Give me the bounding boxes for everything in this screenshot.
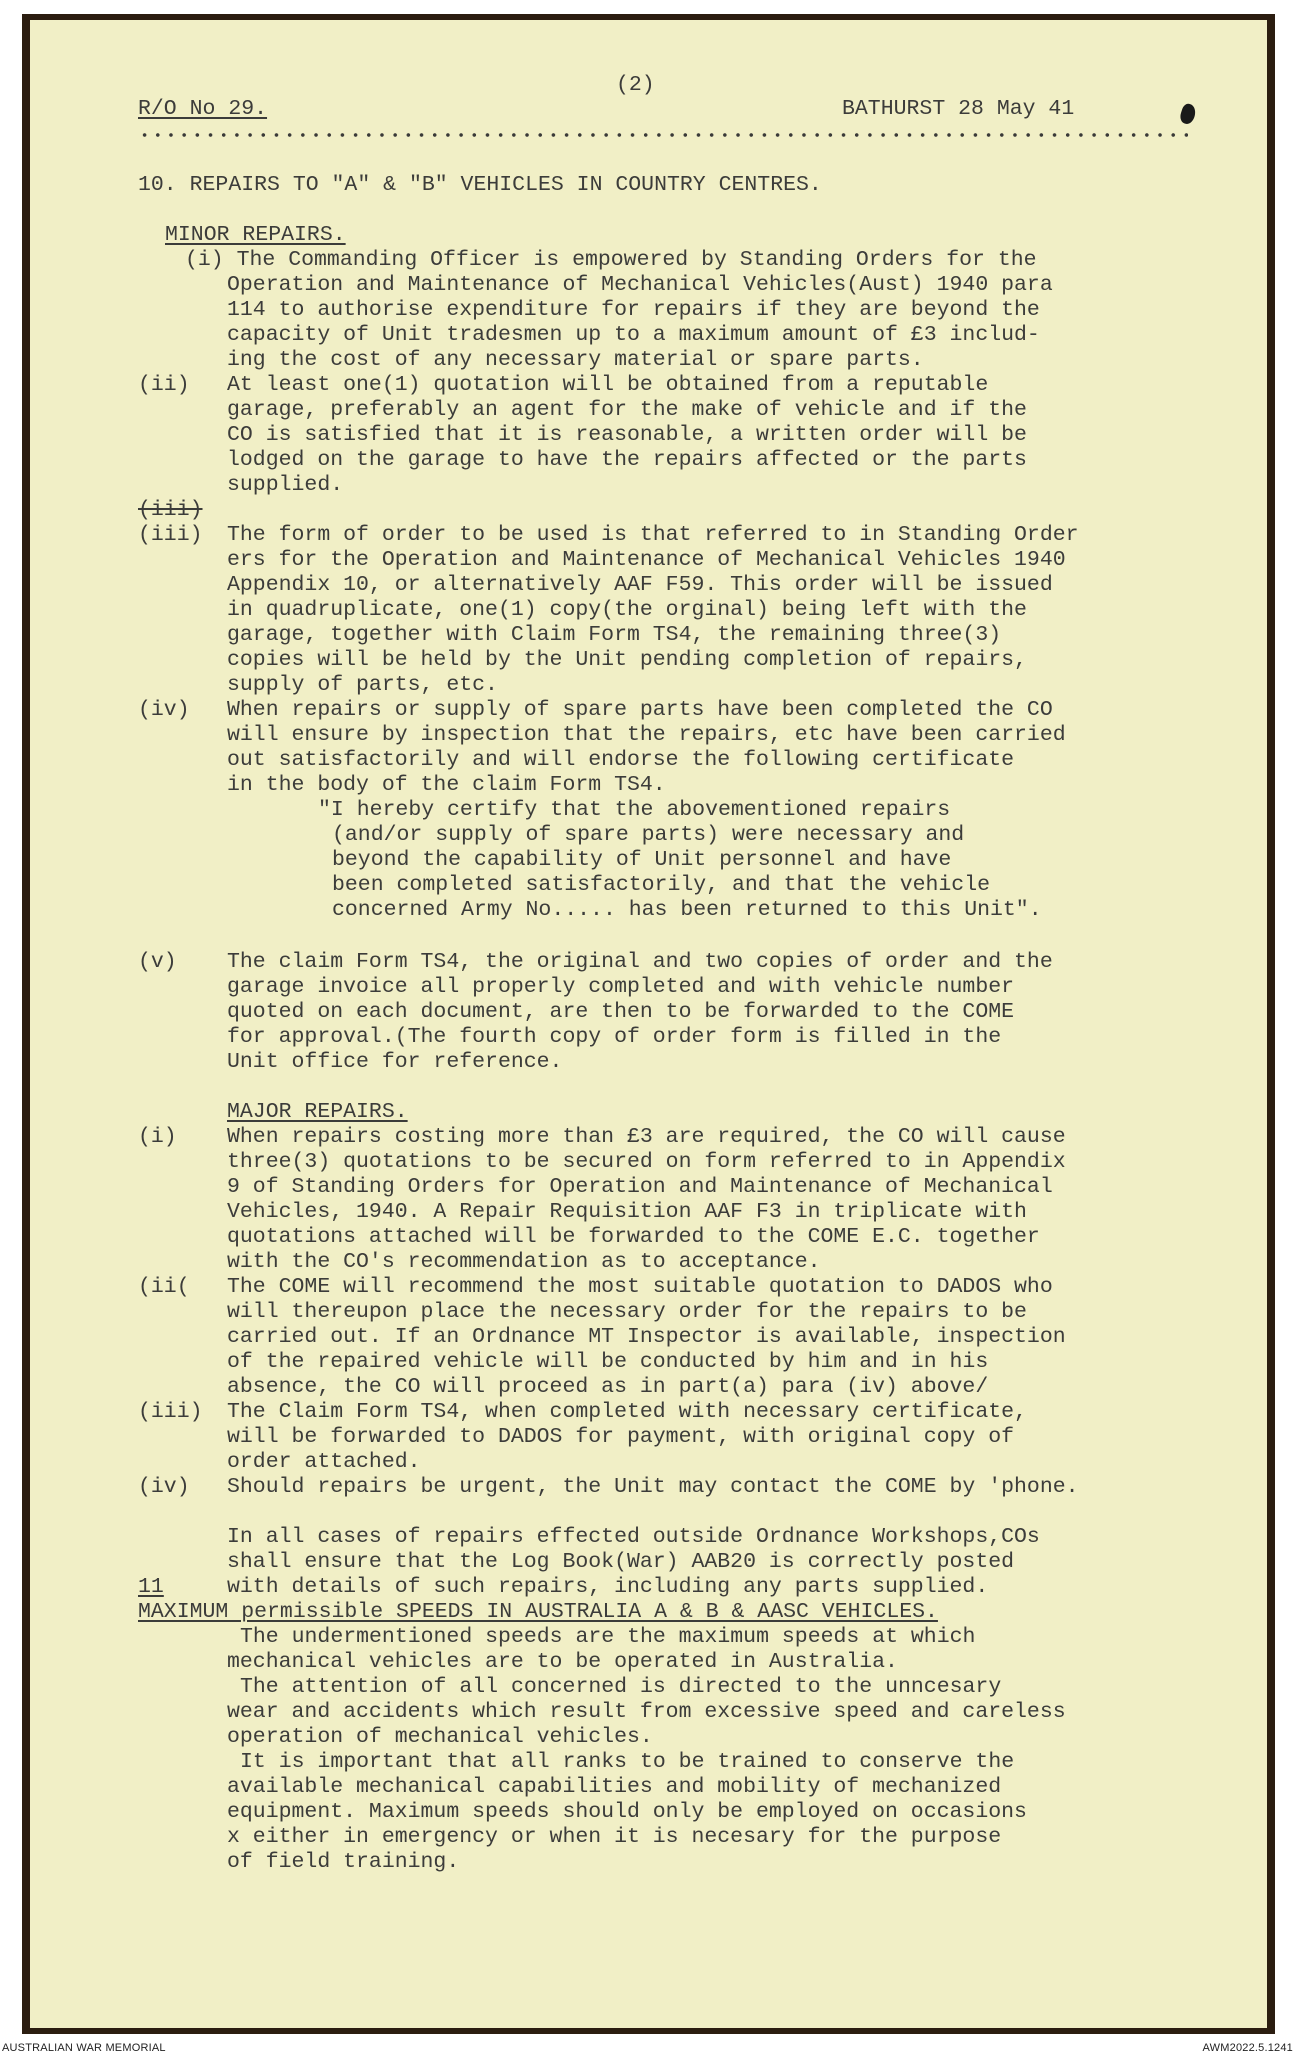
- text-line: The undermentioned speeds are the maximum speeds at which: [240, 1625, 976, 1649]
- minor-repairs-heading: MINOR REPAIRS.: [165, 223, 346, 247]
- text-line: Vehicles, 1940. A Repair Requisition AAF F3 in triplicate with: [227, 1200, 1027, 1224]
- text-line: In all cases of repairs effected outside Ordnance Workshops,COs: [227, 1525, 1040, 1549]
- order-reference: R/O No 29.: [138, 97, 268, 121]
- section-heading-10: 10. REPAIRS TO "A" & "B" VEHICLES IN COUNTRY CENTRES.: [138, 173, 822, 197]
- text-line: out satisfactorily and will endorse the following certificate: [227, 748, 1015, 772]
- page-number: (2): [616, 73, 655, 97]
- text-line: three(3) quotations to be secured on form referred to in Appendix: [227, 1150, 1066, 1174]
- text-line: in the body of the claim Form TS4.: [227, 773, 666, 797]
- text-line: CO is satisfied that it is reasonable, a written order will be: [227, 423, 1027, 447]
- item-number: (iii): [138, 523, 203, 547]
- text-line: garage, together with Claim Form TS4, the remaining three(3): [227, 623, 1002, 647]
- item-number: (iii): [138, 1400, 203, 1424]
- text-line: absence, the CO will proceed as in part(a) para (iv) above/: [227, 1375, 989, 1399]
- text-line: capacity of Unit tradesmen up to a maximum amount of £3 includ-: [227, 323, 1040, 347]
- text-line: of field training.: [227, 1850, 460, 1874]
- text-line: quoted on each document, are then to be forwarded to the COME: [227, 1000, 1015, 1024]
- text-line: quotations attached will be forwarded to the COME E.C. together: [227, 1225, 1040, 1249]
- text-line: operation of mechanical vehicles.: [227, 1725, 653, 1749]
- text-line: When repairs or supply of spare parts have been completed the CO: [227, 698, 1053, 722]
- text-line: will ensure by inspection that the repairs, etc have been carried: [227, 723, 1066, 747]
- text-line: 114 to authorise expenditure for repairs if they are beyond the: [227, 298, 1040, 322]
- major-repairs-heading: MAJOR REPAIRS.: [227, 1100, 408, 1124]
- struck-item-number: (iii): [138, 498, 203, 522]
- text-line: garage, preferably an agent for the make of vehicle and if the: [227, 398, 1027, 422]
- location-date: BATHURST 28 May 41: [842, 97, 1075, 121]
- text-line: ing the cost of any necessary material or spare parts.: [227, 348, 924, 372]
- text-line: with the CO's recommendation as to acceptance.: [227, 1250, 821, 1274]
- certificate-line: concerned Army No..... has been returned to this Unit".: [332, 898, 1042, 922]
- item-number: (i): [138, 1125, 177, 1149]
- text-line: supply of parts, etc.: [227, 673, 498, 697]
- certificate-line: "I hereby certify that the abovementioned repairs: [318, 798, 951, 822]
- text-line: garage invoice all properly completed and with vehicle number: [227, 975, 1015, 999]
- section-heading-11: MAXIMUM permissible SPEEDS IN AUSTRALIA A & B & AASC VEHICLES.: [138, 1600, 938, 1624]
- item-number: (v): [138, 950, 177, 974]
- text-line: The form of order to be used is that referred to in Standing Order: [227, 523, 1079, 547]
- text-line: x either in emergency or when it is necesary for the purpose: [227, 1825, 1002, 1849]
- item-number: (ii(: [138, 1275, 190, 1299]
- text-line: in quadruplicate, one(1) copy(the orginal) being left with the: [227, 598, 1027, 622]
- footer-accession: AWM2022.5.1241: [1202, 2042, 1293, 2054]
- text-line: will thereupon place the necessary order for the repairs to be: [227, 1300, 1027, 1324]
- text-line: The attention of all concerned is directed to the unncesary: [240, 1675, 1002, 1699]
- text-line: The Claim Form TS4, when completed with necessary certificate,: [227, 1400, 1027, 1424]
- text-line: lodged on the garage to have the repairs affected or the parts: [227, 448, 1027, 472]
- text-line: ers for the Operation and Maintenance of Mechanical Vehicles 1940: [227, 548, 1066, 572]
- text-line: It is important that all ranks to be trained to conserve the: [240, 1750, 1015, 1774]
- text-line: Unit office for reference.: [227, 1050, 563, 1074]
- section-number-11: 11: [138, 1575, 164, 1599]
- item-number: (iv): [138, 1475, 190, 1499]
- text-line: available mechanical capabilities and mobility of mechanized: [227, 1775, 1002, 1799]
- text-line: order attached.: [227, 1450, 421, 1474]
- certificate-line: (and/or supply of spare parts) were necessary and: [332, 823, 965, 847]
- text-line: When repairs costing more than £3 are required, the CO will cause: [227, 1125, 1066, 1149]
- text-line: wear and accidents which result from excessive speed and careless: [227, 1700, 1066, 1724]
- dotted-rule: [138, 133, 1188, 137]
- text-line: Appendix 10, or alternatively AAF F59. This order will be issued: [227, 573, 1053, 597]
- text-line: copies will be held by the Unit pending completion of repairs,: [227, 648, 1027, 672]
- text-line: with details of such repairs, including any parts supplied.: [227, 1575, 989, 1599]
- certificate-line: beyond the capability of Unit personnel and have: [332, 848, 952, 872]
- text-line: carried out. If an Ordnance MT Inspector is available, inspection: [227, 1325, 1066, 1349]
- text-line: supplied.: [227, 473, 344, 497]
- text-line: Operation and Maintenance of Mechanical Vehicles(Aust) 1940 para: [227, 273, 1053, 297]
- certificate-line: been completed satisfactorily, and that the vehicle: [332, 873, 991, 897]
- text-line: will be forwarded to DADOS for payment, with original copy of: [227, 1425, 1015, 1449]
- item-number: (ii): [138, 373, 190, 397]
- text-line: At least one(1) quotation will be obtained from a reputable: [227, 373, 989, 397]
- text-line: shall ensure that the Log Book(War) AAB20 is correctly posted: [227, 1550, 1015, 1574]
- text-line: equipment. Maximum speeds should only be employed on occasions: [227, 1800, 1027, 1824]
- text-line: Should repairs be urgent, the Unit may contact the COME by 'phone.: [227, 1475, 1079, 1499]
- text-line: 9 of Standing Orders for Operation and Maintenance of Mechanical: [227, 1175, 1053, 1199]
- text-line: for approval.(The fourth copy of order form is filled in the: [227, 1025, 1002, 1049]
- text-line: The COME will recommend the most suitable quotation to DADOS who: [227, 1275, 1053, 1299]
- text-line: mechanical vehicles are to be operated in Australia.: [227, 1650, 898, 1674]
- text-line: (i) The Commanding Officer is empowered by Standing Orders for the: [185, 248, 1037, 272]
- footer-source: AUSTRALIAN WAR MEMORIAL: [2, 2042, 166, 2054]
- text-line: The claim Form TS4, the original and two copies of order and the: [227, 950, 1053, 974]
- text-line: of the repaired vehicle will be conducted by him and in his: [227, 1350, 989, 1374]
- item-number: (iv): [138, 698, 190, 722]
